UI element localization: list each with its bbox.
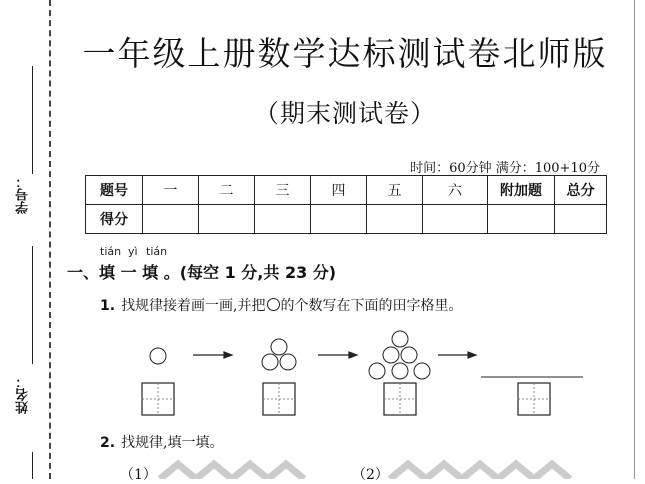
question-number: 1. xyxy=(100,298,116,314)
pattern-circle xyxy=(271,339,287,355)
pinyin-yi: yì xyxy=(128,245,138,258)
pattern-circle xyxy=(392,363,408,379)
question-2-part-1-label: （1） xyxy=(120,467,157,483)
arrow-head-icon xyxy=(468,352,476,358)
tian-grid-box[interactable] xyxy=(142,383,174,415)
question-text-after: 的个数写在下面的田字格里。 xyxy=(280,298,463,314)
header-cell: 四 xyxy=(311,176,367,205)
arrow-head-icon xyxy=(224,352,232,358)
pattern-circle xyxy=(383,347,399,363)
score-row-label: 得分 xyxy=(86,205,143,234)
header-cell: 三 xyxy=(255,176,311,205)
header-cell: 五 xyxy=(367,176,423,205)
section-heading: 一、填 一 填 。(每空 1 分,共 23 分) xyxy=(67,263,337,282)
tian-grid-box[interactable] xyxy=(518,383,550,415)
pattern-circle xyxy=(401,347,417,363)
header-cell: 六 xyxy=(423,176,488,205)
question-2-part-2-label: （2） xyxy=(352,467,389,483)
header-cell: 题号 xyxy=(86,176,143,205)
student-id-label: 学号： xyxy=(16,175,31,214)
pattern-circle xyxy=(414,363,430,379)
tian-grid-boxes xyxy=(142,383,550,415)
tian-grid-box[interactable] xyxy=(263,383,295,415)
question-text-before: 找规律接着画一画,并把 xyxy=(121,298,266,314)
pattern-circle xyxy=(150,348,166,364)
question-text: 找规律,填一填。 xyxy=(121,435,224,451)
pattern-circle xyxy=(392,331,408,347)
pinyin-tian-2: tián xyxy=(146,245,168,258)
question-2 xyxy=(100,432,224,452)
header-cell: 总分 xyxy=(555,176,607,205)
page-title: 一年级上册数学达标测试卷北师版 xyxy=(82,34,608,73)
tian-grid-box[interactable] xyxy=(384,383,416,415)
header-cell: 附加题 xyxy=(488,176,555,205)
page-subtitle: （期末测试卷） xyxy=(253,99,436,128)
header-cell: 一 xyxy=(143,176,199,205)
name-label: 姓名： xyxy=(16,375,31,414)
arrow-head-icon xyxy=(349,352,357,358)
pattern-circle xyxy=(280,354,296,370)
pattern-circle xyxy=(262,354,278,370)
pattern-circle xyxy=(369,363,385,379)
question-number: 2. xyxy=(100,435,116,451)
header-cell: 二 xyxy=(199,176,255,205)
time-and-score-info: 时间：60分钟 满分：100+10分 xyxy=(410,161,600,176)
pinyin-tian-1: tián xyxy=(100,245,122,258)
